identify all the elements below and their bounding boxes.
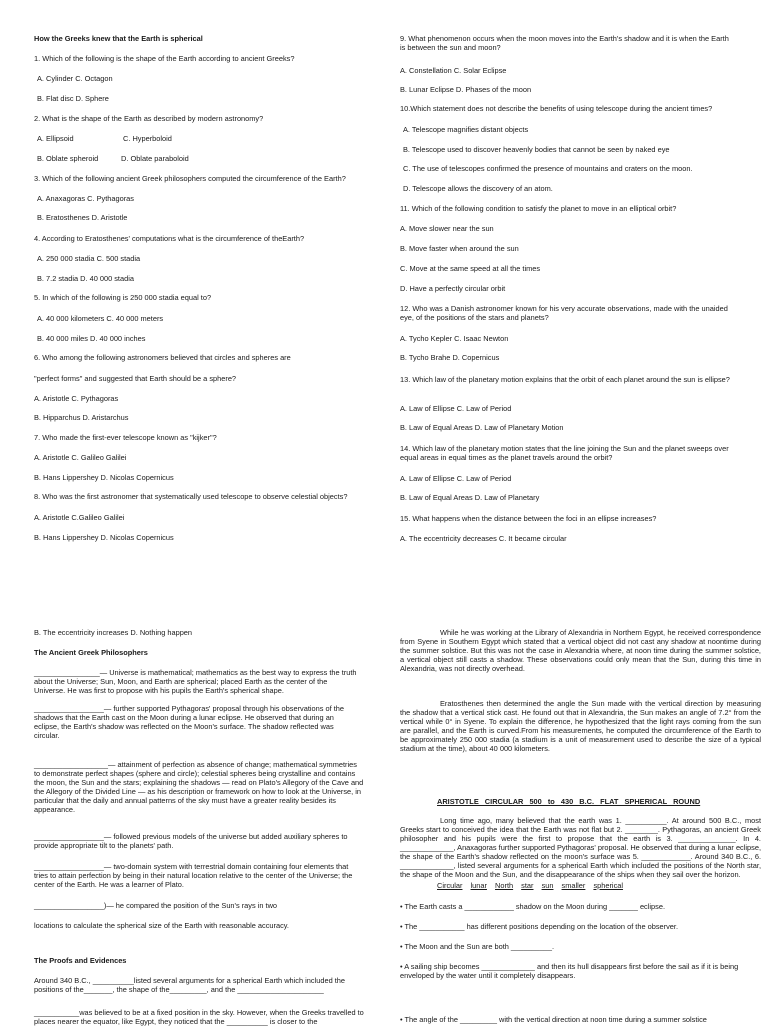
question-1: 1. Which of the following is the shape of the Earth according to ancient Greeks? <box>34 54 295 63</box>
word-bank-item: star <box>521 881 534 890</box>
q11-option-d: D. Have a perfectly circular orbit <box>400 284 506 293</box>
q6-options-b: B. Hipparchus D. Aristarchus <box>34 413 129 422</box>
q11-option-a: A. Move slower near the sun <box>400 224 494 233</box>
bullet-earth-shadow: • The Earth casts a ____________ shadow on the Moon during _______ eclipse. <box>400 902 666 911</box>
question-15: 15. What happens when the distance between the foci in an ellipse increases? <box>400 514 657 523</box>
answer-blank: _________________ <box>34 704 104 713</box>
answer-blank: ________________ <box>34 668 100 677</box>
question-12: 12. Who was a Danish astronomer known for his very accurate observations, made with the unaided eye, of the positions of the stars and planets? <box>400 304 728 323</box>
question-5: 5. In which of the following is 250 000 stadia equal to? <box>34 293 212 302</box>
paragraph-aristotle <box>34 862 358 889</box>
question-9: 9. What phenomenon occurs when the moon moves into the Earth's shadow and it is when the Earth is between the sun and moon? <box>400 34 729 53</box>
bullet-sailing-ship: • A sailing ship becomes _____________ and then its hull disappears first before the sail as if it is being enveloped by the water until it completely disappears. <box>400 962 739 981</box>
q2-option-b: B. Oblate spheroid <box>37 154 99 163</box>
paragraph-eudoxus <box>34 832 358 850</box>
q2-option-a: A. Ellipsoid <box>37 134 74 143</box>
question-2: 2. What is the shape of the Earth as described by modern astronomy? <box>34 114 264 123</box>
q11-option-c: C. Move at the same speed at all the times <box>400 264 541 273</box>
q7-options-b: B. Hans Lippershey D. Nicolas Copernicus <box>34 473 174 482</box>
word-bank <box>437 881 629 890</box>
q10-option-d: D. Telescope allows the discovery of an atom. <box>403 184 553 193</box>
word-bank-item: smaller <box>561 881 586 890</box>
question-11: 11. Which of the following condition to satisfy the planet to move in an elliptical orbit? <box>400 204 677 213</box>
paragraph-text: — further supported Pythagoras' proposal through his observations of the shadows that the Earth cast on the Moon during a lunar eclipse. He observed that during an eclipse, the Earth's shadow was reflected on the Moon's surface. The shadow reflected was circular. <box>34 704 344 741</box>
answer-blank: __________________ <box>34 760 108 769</box>
q12-options-a: A. Tycho Kepler C. Isaac Newton <box>400 334 509 343</box>
q15-options-a: A. The eccentricity decreases C. It became circular <box>400 534 567 543</box>
question-6-cont: "perfect forms" and suggested that Earth should be a sphere? <box>34 374 237 383</box>
question-7: 7. Who made the first-ever telescope known as "kijker"? <box>34 433 217 442</box>
heading-proofs-and-evidences: The Proofs and Evidences <box>34 956 127 965</box>
paragraph-text: — Universe is mathematical; mathematics as the best way to express the truth about the Universe; Sun, Moon, and Earth are spherical; placed Earth as the center of the Universe. He was first to propose with his pupils the Earth's spherical shape. <box>34 668 357 696</box>
paragraph-text: — two-domain system with terrestrial domain containing four elements that tries to attain perfection by being in their natural location relative to the center of the Universe; the center of the Earth. He was a learner of Plato. <box>34 862 353 890</box>
question-4: 4. According to Eratosthenes' computations what is the circumference of theEarth? <box>34 234 305 243</box>
word-bank-item: North <box>495 881 514 890</box>
q2-options-a <box>34 134 234 143</box>
answer-choices-heading: ARISTOTLE CIRCULAR 500 to 430 B.C. FLAT SPHERICAL ROUND <box>437 797 701 806</box>
q10-option-a: A. Telescope magnifies distant objects <box>403 125 529 134</box>
q7-options-a: A. Aristotle C. Galileo Galilei <box>34 453 127 462</box>
paragraph-anaxagoras <box>34 704 358 740</box>
word-bank-item: sun <box>541 881 554 890</box>
word-bank-item: Circular <box>437 881 463 890</box>
q5-options-b: B. 40 000 miles D. 40 000 inches <box>37 334 146 343</box>
bullet-north-star: • The ___________ has different positions depending on the location of the observer. <box>400 922 679 931</box>
paragraph-proofs: Around 340 B.C., __________listed several arguments for a spherical Earth which included the positions of the_______, the shape of the_________, and the _____________________ <box>34 976 346 995</box>
paragraph-eratosthenes <box>34 901 358 910</box>
answer-blank: _________________ <box>34 832 104 841</box>
answer-blank: _________________ <box>34 862 104 871</box>
q4-options-a: A. 250 000 stadia C. 500 stadia <box>37 254 141 263</box>
q12-options-b: B. Tycho Brahe D. Copernicus <box>400 353 500 362</box>
word-bank-item: spherical <box>593 881 624 890</box>
q2-options-b <box>34 154 234 163</box>
paragraph-alexandria: While he was working at the Library of Alexandria in Northern Egypt, he received correspondence from Syene in Southern Egypt which stated that a vertical object did not cast any shadow at noontime during the summer solstice. But this was not the case in Alexandria where, at noon time during the summer solstice, a vertical object still casts a shadow. These observations could only mean that the Sun, during this time in Alexandria, was not directly overhead. <box>400 628 761 674</box>
q14-options-a: A. Law of Ellipse C. Law of Period <box>400 474 512 483</box>
question-10: 10.Which statement does not describe the benefits of using telescope during the ancient times? <box>400 104 713 113</box>
q8-options-b: B. Hans Lippershey D. Nicolas Copernicus <box>34 533 174 542</box>
paragraph-eratosthenes-cont: locations to calculate the spherical size of the Earth with reasonable accuracy. <box>34 921 289 930</box>
q8-options-a: A. Aristotle C.Galileo Galilei <box>34 513 125 522</box>
q9-options-a: A. Constellation C. Solar Eclipse <box>400 66 507 75</box>
q1-options-b: B. Flat disc D. Sphere <box>37 94 109 103</box>
bullet-moon-sun: • The Moon and the Sun are both __________. <box>400 942 555 951</box>
paragraph-eratosthenes-angle: Eratosthenes then determined the angle the Sun made with the vertical direction by measuring the shadow that a vertical stick cast. He found out that in Alexandria, the Sun makes an angle of 7.2° from the vertical while 0° in Syene. To explain the difference, he hypothesized that the light rays coming from the sun are parallel, and the Earth is curved.From his measurements, he computed the circumference of the Earth to be approximately 250 000 stadia (a stadium is a unit of measurement used to describe the size of a typical stadium at the time), about 40 000 kilometers. <box>400 699 761 754</box>
question-14: 14. Which law of the planetary motion states that the line joining the Sun and the planet sweeps over equal areas in equal times as the planet travels around the orbit? <box>400 444 729 463</box>
question-8: 8. Who was the first astronomer that systematically used telescope to observe celestial objects? <box>34 492 348 501</box>
doc-title: How the Greeks knew that the Earth is spherical <box>34 34 203 43</box>
q4-options-b: B. 7.2 stadia D. 40 000 stadia <box>37 274 134 283</box>
question-3: 3. Which of the following ancient Greek philosophers computed the circumference of the Earth? <box>34 174 346 183</box>
paragraph-text: )— he compared the position of the Sun's rays in two <box>103 901 278 910</box>
paragraph-plato <box>34 760 364 814</box>
question-6: 6. Who among the following astronomers believed that circles and spheres are <box>34 353 291 362</box>
paragraph-fill-in: Long time ago, many believed that the earth was 1. __________. At around 500 B.C., most Greeks start to conceived the idea that the Earth was not flat but 2. ________. Pythagoras, an ancient Greek philosopher and his pupils were the first to propose that the earth is 3. ______________. In 4. _____________, Anaxagoras further supported Pythagoras' proposal. He observed that during a lunar eclipse, the shape of the Earth's shadow reflected on the moon's surface was 5. ____________. Around 340 B.C., 6. _____________, listed several arguments for a spherical Earth which included the positions of the North star, the shape of the Moon and the Sun, and the disappearance of the ships when they sail over the horizon. <box>400 816 761 880</box>
word-bank-item: lunar <box>470 881 487 890</box>
question-13: 13. Which law of the planetary motion explains that the orbit of each planet around the sun is ellipse? <box>400 375 730 384</box>
paragraph-pythagoras <box>34 668 358 695</box>
q9-options-b: B. Lunar Eclipse D. Phases of the moon <box>400 85 532 94</box>
q15-options-b: B. The eccentricity increases D. Nothing happen <box>34 628 193 637</box>
paragraph-north-star: ___________was believed to be at a fixed position in the sky. However, when the Greeks travelled to places nearer the equator, like Egypt, they noticed that the __________ is closer to the <box>34 1008 364 1026</box>
q14-options-b: B. Law of Equal Areas D. Law of Planetary <box>400 493 540 502</box>
q2-option-c: C. Hyperboloid <box>123 134 172 143</box>
q3-options-b: B. Eratosthenes D. Aristotle <box>37 213 128 222</box>
heading-ancient-greek-philosophers: The Ancient Greek Philosophers <box>34 648 148 657</box>
q3-options-a: A. Anaxagoras C. Pythagoras <box>37 194 134 203</box>
q10-option-b: B. Telescope used to discover heavenly bodies that cannot be seen by naked eye <box>403 145 670 154</box>
answer-blank: _________________ <box>34 901 104 910</box>
bullet-sun-angle: • The angle of the _________ with the vertical direction at noon time during a summer solstice <box>400 1015 707 1024</box>
q10-option-c: C. The use of telescopes confirmed the presence of mountains and craters on the moon. <box>403 164 693 173</box>
q6-options-a: A. Aristotle C. Pythagoras <box>34 394 119 403</box>
q13-options-a: A. Law of Ellipse C. Law of Period <box>400 404 512 413</box>
q5-options-a: A. 40 000 kilometers C. 40 000 meters <box>37 314 164 323</box>
paragraph-text: — followed previous models of the universe but added auxiliary spheres to provide appropriate tilt to the planets' path. <box>34 832 348 851</box>
q13-options-b: B. Law of Equal Areas D. Law of Planetary Motion <box>400 423 564 432</box>
q1-options-a: A. Cylinder C. Octagon <box>37 74 113 83</box>
q11-option-b: B. Move faster when around the sun <box>400 244 519 253</box>
paragraph-text: — attainment of perfection as absence of change; mathematical symmetries to demonstrate perfect shapes (sphere and circle); celestial spheres being crystalline and contains the moon, the Sun and the stars; explaining the shadows — read on Plato's Allegory of the Cave and the Allegory of the Divided Line — as his description or framework on how to look at the Universe, in particular that the daily and annual patterns of the sky must have a greater reality besides its appearance. <box>34 760 364 815</box>
q2-option-d: D. Oblate paraboloid <box>121 154 189 163</box>
